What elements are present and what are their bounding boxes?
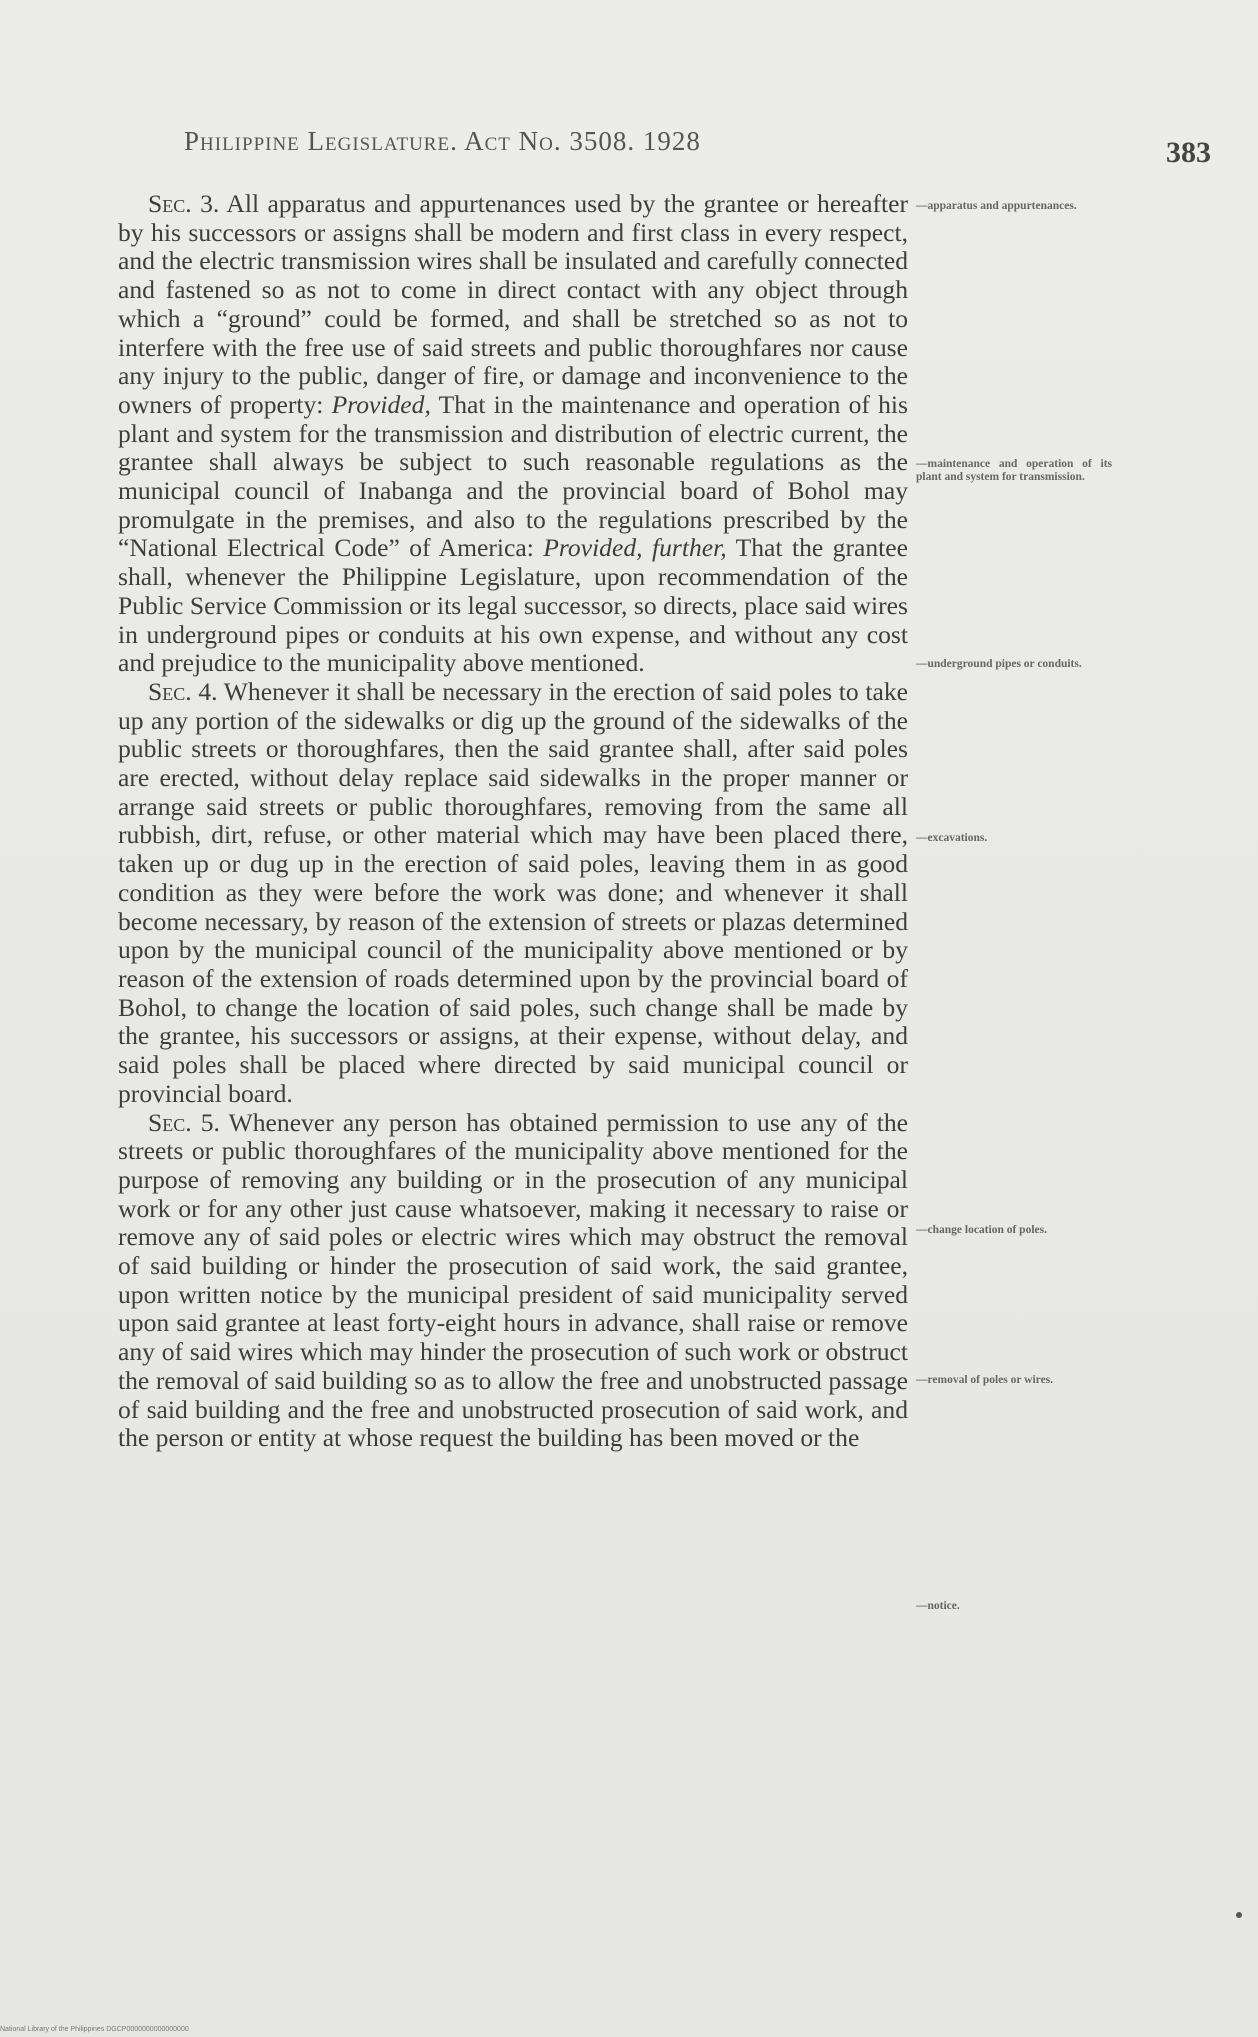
- footer-scan-id: National Library of the Philippines DGCP0000000000000000: [0, 2026, 189, 2033]
- section-4-paragraph: [118, 678, 908, 1109]
- section-3-text-3: That the grantee shall, whenever the Philippine Legislature, upon recommendation of the Public Service Commission or its legal successor, so directs, place said wires in underground pipes or conduits at his own expense, and without any cost and prejudice to the municipality above mentioned.: [118, 533, 908, 678]
- section-4-label: Sec. 4.: [148, 676, 218, 706]
- margin-note-change-location: —change location of poles.: [916, 1224, 1047, 1236]
- section-5-label: Sec. 5.: [148, 1107, 220, 1137]
- margin-note-underground: —underground pipes or conduits.: [916, 658, 1082, 670]
- section-3-paragraph: [118, 190, 908, 678]
- scan-speck: [1236, 1912, 1242, 1918]
- page-number: 383: [1166, 136, 1211, 169]
- section-5-text: Whenever any person has obtained permission to use any of the streets or public thoroughfares of the municipality above mentioned for the purpose of removing any building or in the prosecution of any municipal work or for any other just cause whatsoever, making it necessary to raise or remove any of said poles or electric wires which may obstruct the removal of said building or hinder the prosecution of said work, the said grantee, upon written notice by the municipal president of said municipality served upon said grantee at least forty-eight hours in advance, shall raise or remove any of said wires which may hinder the prosecution of such work or obstruct the removal of said building so as to allow the free and unobstructed passage of said building and the free and unobstructed prosecution of said work, and the person or entity at whose request the building has been moved or the: [118, 1107, 908, 1453]
- running-header: Philippine Legislature. Act No. 3508. 1928: [184, 126, 701, 156]
- margin-note-notice: —notice.: [916, 1600, 960, 1612]
- section-3-text-2: That in the maintenance and operation of his plant and system for the transmission and distribution of electric current, the grantee shall always be subject to such reasonable regulations as the municipal council of Inabanga and the provincial board of Bohol may promulgate in the premises, and also to the regulations prescribed by the “National Electrical Code” of America:: [118, 389, 908, 563]
- section-3-proviso-1: Provided,: [331, 389, 431, 419]
- section-4-text: Whenever it shall be necessary in the erection of said poles to take up any portion of the sidewalks or dig up the ground of the sidewalks of the public streets or thoroughfares, then the said grantee shall, after said poles are erected, without delay replace said sidewalks in the proper manner or arrange said streets or public thoroughfares, removing from the same all rubbish, dirt, refuse, or other material which may have been placed there, taken up or dug up in the erection of said poles, leaving them in as good condition as they were before the work was done; and whenever it shall become necessary, by reason of the extension of streets or plazas determined upon by the municipal council of the municipality above mentioned or by reason of the extension of roads determined upon by the provincial board of Bohol, to change the location of said poles, such change shall be made by the grantee, his successors or assigns, at their expense, without delay, and said poles shall be placed where directed by said municipal council or provincial board.: [118, 676, 908, 1108]
- margin-note-removal: —removal of poles or wires.: [916, 1374, 1054, 1386]
- margin-note-excavations: —excavations.: [916, 832, 988, 844]
- section-3-text-1: All apparatus and appurtenances used by the grantee or hereafter by his successors or assigns shall be modern and first class in every respect, and the electric transmission wires shall be insulated and carefully connected and fastened so as not to come in direct contact with any object through which a “ground” could be formed, and shall be stretched so as not to interfere with the free use of said streets and public thoroughfares nor cause any injury to the public, danger of fire, or damage and inconvenience to the owners of property:: [118, 189, 908, 419]
- section-5-paragraph: [118, 1109, 908, 1453]
- body-text: [118, 190, 908, 1453]
- margin-note-maintenance: —maintenance and operation of its plant and system for transmission.: [916, 458, 1112, 483]
- section-3-proviso-2: Provided, further,: [543, 533, 727, 563]
- section-3-label: Sec. 3.: [148, 189, 220, 218]
- margin-note-apparatus: —apparatus and appurtenances.: [916, 200, 1077, 212]
